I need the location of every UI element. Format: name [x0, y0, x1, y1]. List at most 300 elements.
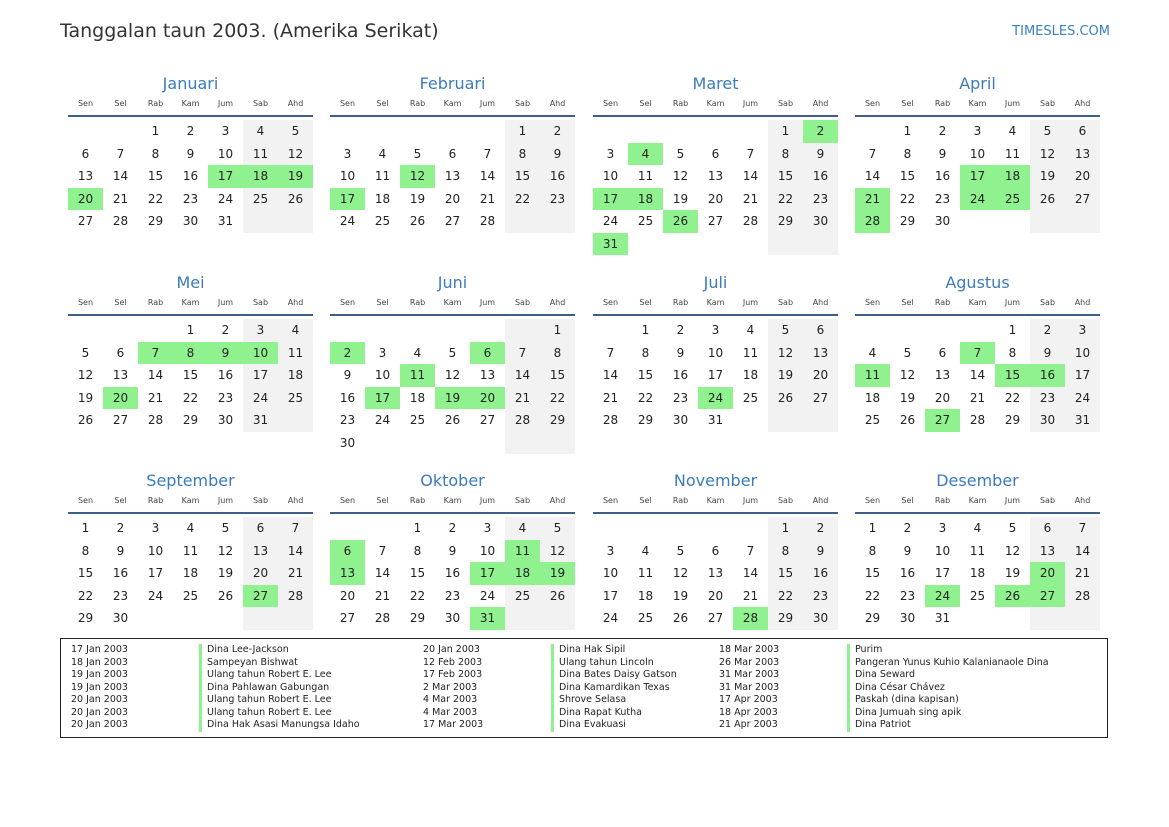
day-cell: 26 [217, 588, 234, 603]
empty-cell [1065, 210, 1100, 233]
day-cell: 29 [899, 214, 916, 228]
holiday-date: 20 Jan 2003 [423, 644, 480, 655]
day-cell: 3 [378, 345, 387, 360]
weekday-label: Sab [514, 496, 531, 505]
weekday-label: Sel [376, 99, 389, 108]
day-cell: 9 [208, 342, 243, 365]
day-cell: 11 [400, 364, 435, 387]
weekday-label: Rab [934, 298, 951, 307]
day-cell: 27 [243, 585, 278, 608]
day-cell: 28 [147, 413, 164, 427]
holiday-date: 2 Mar 2003 [423, 681, 478, 693]
day-cell: 17 [602, 588, 619, 603]
holiday-name: Ulang tahun Robert E. Lee [199, 707, 331, 720]
day-cell: 14 [479, 169, 496, 183]
month-april [855, 72, 1100, 233]
month-oktober [330, 469, 575, 630]
weekday-label: Ahd [549, 99, 566, 108]
day-cell: 9 [116, 543, 125, 558]
day-cell: 23 [217, 390, 234, 405]
month-title: Oktober [420, 471, 485, 490]
weekday-label: Sab [252, 99, 269, 108]
day-cell: 4 [243, 120, 278, 143]
day-cell: 2 [186, 124, 195, 138]
empty-cell [540, 432, 575, 455]
day-cell: 8 [1008, 345, 1017, 360]
month-divider [330, 512, 575, 514]
day-cell: 18 [374, 191, 391, 206]
day-cell: 24 [479, 588, 496, 603]
month-divider [68, 115, 313, 117]
day-cell: 29 [864, 611, 881, 625]
month-title: Desember [936, 471, 1019, 490]
day-cell: 11 [969, 543, 986, 558]
day-cell: 29 [637, 413, 654, 427]
empty-cell [803, 409, 838, 432]
day-cell: 11 [243, 143, 278, 166]
holiday-date: 31 Mar 2003 [719, 681, 780, 693]
holiday-row [423, 694, 677, 707]
day-cell: 13 [330, 562, 365, 585]
weekday-label: Sel [114, 496, 127, 505]
weekday-label: Jum [217, 99, 234, 108]
holiday-row [719, 707, 1049, 720]
weekday-label: Sen [864, 298, 881, 307]
day-cell: 24 [960, 188, 995, 211]
holiday-column [71, 644, 360, 732]
month-november [593, 469, 838, 630]
day-grid [330, 517, 575, 630]
weekday-label: Jum [1004, 496, 1021, 505]
holiday-name: Sampeyan Bishwat [199, 657, 298, 670]
day-cell: 14 [742, 169, 759, 183]
day-cell: 6 [711, 146, 720, 161]
day-cell: 9 [448, 543, 457, 558]
holiday-date: 31 Mar 2003 [719, 669, 780, 680]
empty-cell [698, 120, 733, 143]
day-cell: 14 [1065, 540, 1100, 563]
month-agustus [855, 271, 1100, 432]
day-cell: 9 [938, 146, 947, 161]
day-cell: 26 [995, 585, 1030, 608]
day-cell: 12 [1004, 543, 1021, 558]
day-cell: 23 [803, 585, 838, 608]
day-cell: 16 [540, 165, 575, 188]
holiday-row [423, 669, 677, 682]
day-cell: 16 [899, 566, 916, 580]
day-cell: 1 [903, 124, 912, 138]
day-cell: 28 [855, 210, 890, 233]
empty-cell [470, 120, 505, 143]
day-cell: 22 [1004, 390, 1021, 405]
day-cell: 17 [707, 368, 724, 382]
day-grid [855, 517, 1100, 630]
day-cell: 16 [112, 566, 129, 580]
weekday-label: Rab [672, 99, 689, 108]
weekday-label: Rab [934, 99, 951, 108]
day-cell: 1 [540, 319, 575, 342]
day-cell: 28 [505, 409, 540, 432]
empty-cell [890, 319, 925, 342]
empty-cell [593, 120, 628, 143]
day-cell: 8 [151, 146, 160, 161]
day-cell: 13 [934, 368, 951, 382]
day-cell: 13 [444, 169, 461, 183]
day-cell: 28 [479, 214, 496, 228]
day-cell: 1 [641, 323, 650, 337]
day-cell: 20 [707, 191, 724, 206]
empty-cell [960, 319, 995, 342]
day-cell: 25 [637, 214, 654, 228]
empty-cell [628, 233, 663, 256]
day-cell: 9 [803, 143, 838, 166]
day-cell: 5 [278, 120, 313, 143]
weekday-label: Jum [742, 99, 759, 108]
day-cell: 3 [1065, 319, 1100, 342]
day-cell: 3 [938, 521, 947, 535]
day-cell: 23 [444, 588, 461, 603]
day-cell: 14 [969, 368, 986, 382]
day-cell: 18 [409, 390, 426, 405]
holiday-name: Dina Kamardikan Texas [551, 682, 670, 695]
day-cell: 24 [925, 585, 960, 608]
day-cell: 22 [864, 588, 881, 603]
day-cell: 27 [1065, 188, 1100, 211]
weekday-header [68, 295, 313, 311]
day-cell: 24 [1065, 387, 1100, 410]
day-cell: 12 [672, 169, 689, 183]
weekday-label: Rab [672, 298, 689, 307]
weekday-header [855, 295, 1100, 311]
day-cell: 26 [899, 413, 916, 427]
day-cell: 10 [1065, 342, 1100, 365]
month-september [68, 469, 313, 630]
day-cell: 4 [1008, 124, 1017, 138]
day-cell: 13 [707, 566, 724, 580]
day-cell: 10 [339, 169, 356, 183]
day-cell: 21 [742, 588, 759, 603]
day-cell: 7 [606, 345, 615, 360]
page-title: Tanggalan taun 2003. (Amerika Serikat) [60, 20, 439, 42]
weekday-label: Sen [77, 496, 94, 505]
day-cell: 8 [173, 342, 208, 365]
month-title: Mei [176, 273, 205, 292]
weekday-label: Sen [602, 298, 619, 307]
day-cell: 25 [278, 387, 313, 410]
day-cell: 17 [330, 188, 365, 211]
day-cell: 8 [540, 342, 575, 365]
day-cell: 1 [768, 517, 803, 540]
day-cell: 30 [672, 413, 689, 427]
day-cell: 14 [602, 368, 619, 382]
holiday-date: 26 Mar 2003 [719, 656, 780, 668]
empty-cell [103, 319, 138, 342]
day-cell: 20 [103, 387, 138, 410]
month-januari [68, 72, 313, 233]
month-title: Juli [703, 273, 728, 292]
weekday-label: Jum [742, 496, 759, 505]
day-cell: 23 [182, 191, 199, 206]
day-cell: 6 [470, 342, 505, 365]
day-cell: 15 [77, 566, 94, 580]
weekday-label: Rab [409, 298, 426, 307]
day-cell: 29 [182, 413, 199, 427]
holiday-row [71, 657, 360, 670]
empty-cell [540, 607, 575, 630]
day-cell: 7 [960, 342, 995, 365]
holiday-date: 18 Mar 2003 [719, 644, 780, 655]
empty-cell [435, 120, 470, 143]
empty-cell [278, 409, 313, 432]
day-cell: 29 [768, 210, 803, 233]
day-cell: 26 [1030, 188, 1065, 211]
empty-cell [365, 120, 400, 143]
day-cell: 17 [365, 387, 400, 410]
day-cell: 25 [864, 413, 881, 427]
weekday-label: Sab [514, 298, 531, 307]
day-cell: 15 [899, 169, 916, 183]
day-grid [593, 517, 838, 630]
day-grid [330, 319, 575, 454]
day-cell: 10 [934, 543, 951, 558]
day-cell: 16 [217, 368, 234, 382]
weekday-label: Ahd [1074, 298, 1091, 307]
day-cell: 24 [602, 611, 619, 625]
day-cell: 18 [278, 364, 313, 387]
day-cell: 6 [711, 543, 720, 558]
day-cell: 28 [112, 214, 129, 228]
day-cell: 27 [1030, 585, 1065, 608]
holiday-name: Dina Jumuah sing apik [847, 707, 961, 720]
day-cell: 12 [899, 368, 916, 382]
holiday-row [71, 694, 360, 707]
empty-cell [470, 319, 505, 342]
weekday-label: Jum [217, 496, 234, 505]
holiday-row [719, 669, 1049, 682]
month-desember [855, 469, 1100, 630]
holiday-row [71, 669, 360, 682]
holiday-date: 17 Apr 2003 [719, 694, 778, 705]
day-cell: 19 [899, 390, 916, 405]
day-cell: 21 [112, 191, 129, 206]
day-cell: 8 [413, 543, 422, 558]
holiday-name: Shrove Selasa [551, 694, 626, 707]
day-cell: 12 [217, 543, 234, 558]
holiday-name: Dina Pahlawan Gabungan [199, 682, 329, 695]
day-cell: 16 [934, 169, 951, 183]
day-cell: 7 [1065, 517, 1100, 540]
day-cell: 3 [973, 124, 982, 138]
empty-cell [593, 319, 628, 342]
empty-cell [663, 233, 698, 256]
day-cell: 26 [663, 210, 698, 233]
day-cell: 8 [641, 345, 650, 360]
holiday-name: Pangeran Yunus Kuhio Kalanianaole Dina [847, 657, 1049, 670]
day-cell: 25 [969, 588, 986, 603]
day-cell: 6 [1065, 120, 1100, 143]
holiday-name: Dina Seward [847, 669, 915, 682]
day-cell: 13 [479, 368, 496, 382]
day-cell: 16 [803, 165, 838, 188]
day-cell: 17 [593, 188, 628, 211]
weekday-label: Ahd [812, 99, 829, 108]
day-cell: 7 [505, 342, 540, 365]
weekday-label: Kam [443, 496, 462, 505]
day-cell: 12 [400, 165, 435, 188]
holiday-row [423, 719, 677, 732]
day-cell: 7 [746, 543, 755, 558]
weekday-label: Kam [968, 496, 987, 505]
day-cell: 14 [742, 566, 759, 580]
day-cell: 22 [182, 390, 199, 405]
day-cell: 24 [243, 387, 278, 410]
day-cell: 4 [278, 319, 313, 342]
day-cell: 20 [1065, 165, 1100, 188]
day-cell: 29 [77, 611, 94, 625]
day-cell: 30 [934, 214, 951, 228]
day-cell: 22 [409, 588, 426, 603]
day-cell: 27 [444, 214, 461, 228]
month-title: Maret [692, 74, 739, 93]
brand-link[interactable]: TIMESLES.COM [1012, 24, 1110, 39]
day-cell: 22 [540, 387, 575, 410]
weekday-header [68, 493, 313, 509]
day-cell: 15 [505, 165, 540, 188]
day-cell: 2 [221, 323, 230, 337]
day-cell: 20 [707, 588, 724, 603]
day-cell: 28 [1065, 585, 1100, 608]
day-cell: 11 [1004, 146, 1021, 161]
day-cell: 3 [221, 124, 230, 138]
holiday-date: 20 Jan 2003 [71, 694, 128, 705]
day-cell: 19 [1004, 566, 1021, 580]
day-cell: 21 [742, 191, 759, 206]
day-cell: 4 [746, 323, 755, 337]
empty-cell [768, 233, 803, 256]
weekday-label: Jum [217, 298, 234, 307]
day-cell: 26 [409, 214, 426, 228]
day-cell: 5 [676, 543, 685, 558]
weekday-label: Rab [409, 496, 426, 505]
empty-cell [1030, 210, 1065, 233]
day-cell: 4 [628, 143, 663, 166]
holiday-column [719, 644, 1049, 732]
day-cell: 8 [768, 540, 803, 563]
day-cell: 7 [278, 517, 313, 540]
day-cell: 22 [637, 390, 654, 405]
weekday-label: Ahd [287, 496, 304, 505]
day-cell: 25 [995, 188, 1030, 211]
day-cell: 13 [803, 342, 838, 365]
day-cell: 21 [1065, 562, 1100, 585]
weekday-label: Jum [479, 99, 496, 108]
empty-cell [803, 233, 838, 256]
day-cell: 22 [899, 191, 916, 206]
holiday-date: 21 Apr 2003 [719, 719, 778, 730]
day-cell: 10 [243, 342, 278, 365]
day-cell: 30 [217, 413, 234, 427]
holiday-name: Dina Lee-Jackson [199, 644, 289, 657]
weekday-header [593, 493, 838, 509]
day-cell: 18 [182, 566, 199, 580]
day-cell: 6 [81, 146, 90, 161]
day-cell: 18 [864, 390, 881, 405]
day-cell: 14 [278, 540, 313, 563]
day-cell: 31 [243, 409, 278, 432]
day-cell: 6 [1030, 517, 1065, 540]
day-cell: 19 [672, 588, 689, 603]
day-cell: 15 [409, 566, 426, 580]
weekday-label: Ahd [287, 99, 304, 108]
day-cell: 5 [221, 521, 230, 535]
day-grid [330, 120, 575, 233]
weekday-label: Rab [672, 496, 689, 505]
day-cell: 16 [182, 169, 199, 183]
day-cell: 30 [112, 611, 129, 625]
day-cell: 9 [803, 540, 838, 563]
empty-cell [330, 120, 365, 143]
day-cell: 22 [147, 191, 164, 206]
weekday-header [593, 295, 838, 311]
weekday-label: Rab [409, 99, 426, 108]
day-cell: 28 [602, 413, 619, 427]
day-cell: 31 [470, 607, 505, 630]
holiday-date: 19 Jan 2003 [71, 669, 128, 680]
day-cell: 8 [903, 146, 912, 161]
empty-cell [173, 607, 208, 630]
day-cell: 27 [77, 214, 94, 228]
day-cell: 10 [969, 146, 986, 161]
weekday-label: Ahd [287, 298, 304, 307]
day-cell: 16 [444, 566, 461, 580]
day-cell: 2 [676, 323, 685, 337]
day-cell: 17 [470, 562, 505, 585]
day-cell: 27 [479, 413, 496, 427]
day-cell: 8 [868, 543, 877, 558]
day-cell: 26 [768, 387, 803, 410]
weekday-label: Sab [777, 496, 794, 505]
day-cell: 19 [77, 390, 94, 405]
day-cell: 5 [768, 319, 803, 342]
day-cell: 10 [602, 566, 619, 580]
day-cell: 3 [343, 146, 352, 161]
weekday-label: Sen [339, 298, 356, 307]
day-cell: 7 [138, 342, 173, 365]
weekday-label: Sen [77, 298, 94, 307]
empty-cell [628, 517, 663, 540]
day-cell: 12 [278, 143, 313, 166]
holiday-name: Ulang tahun Robert E. Lee [199, 694, 331, 707]
empty-cell [138, 607, 173, 630]
day-cell: 27 [803, 387, 838, 410]
day-cell: 6 [938, 345, 947, 360]
day-cell: 9 [676, 345, 685, 360]
day-cell: 17 [1065, 364, 1100, 387]
day-cell: 7 [116, 146, 125, 161]
day-cell: 1 [505, 120, 540, 143]
empty-cell [400, 319, 435, 342]
day-cell: 17 [208, 165, 243, 188]
empty-cell [698, 233, 733, 256]
weekday-label: Kam [443, 99, 462, 108]
day-cell: 10 [217, 146, 234, 161]
day-cell: 11 [182, 543, 199, 558]
day-cell: 31 [707, 413, 724, 427]
weekday-header [330, 295, 575, 311]
day-cell: 28 [742, 214, 759, 228]
month-divider [68, 314, 313, 316]
empty-cell [505, 210, 540, 233]
